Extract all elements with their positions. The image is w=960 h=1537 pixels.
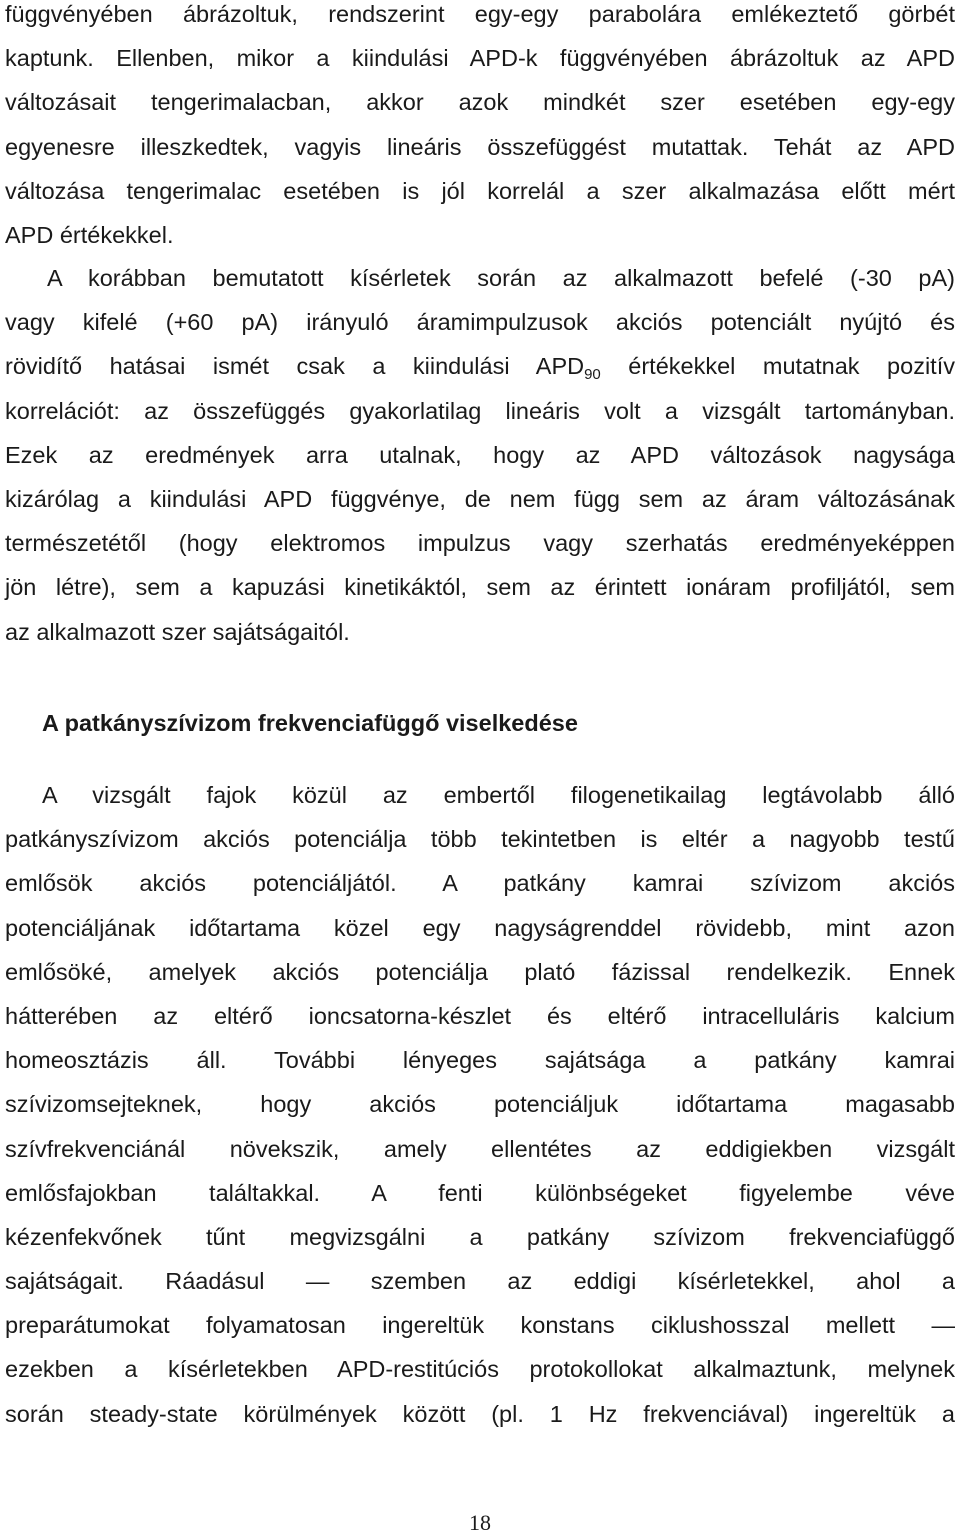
text-line: jön létre), sem a kapuzási kinetikáktól, sem az érintett ionáram profiljától, sem	[5, 574, 955, 601]
text-line: változása tengerimalac esetében is jól korrelál a szer alkalmazása előtt mért	[5, 177, 955, 204]
page-number: 18	[469, 1510, 491, 1535]
text-line: ezekben a kísérletekben APD-restitúciós protokollokat alkalmaztunk, melynek	[5, 1356, 955, 1383]
paragraph-current-impulses	[5, 256, 955, 654]
text-line: egyenesre illeszkedtek, vagyis lineáris összefüggést mutattak. Tehát az APD	[5, 133, 955, 160]
text-line: Ezek az eredmények arra utalnak, hogy az APD változások nagysága	[5, 441, 955, 468]
paragraph-apd-correlation	[5, 0, 955, 257]
text-line: potenciáljának időtartama közel egy nagyságrenddel rövidebb, mint azon	[5, 914, 955, 941]
text-line: emlősöké, amelyek akciós potenciálja plató fázissal rendelkezik. Ennek	[5, 958, 955, 985]
subscript: 90	[584, 366, 601, 384]
text-line: A korábban bemutatott kísérletek során az alkalmazott befelé (-30 pA)	[47, 265, 955, 291]
text-line: APD értékekkel.	[5, 221, 174, 248]
section-heading: A patkányszívizom frekvenciafüggő viselkedése	[42, 710, 578, 736]
paragraph-rat-myocardium	[5, 773, 955, 1436]
text-line: emlősfajokban találtakkal. A fenti különbségeket figyelembe véve	[5, 1179, 955, 1206]
text-line: preparátumokat folyamatosan ingereltük konstans ciklushosszal mellett —	[5, 1312, 955, 1339]
text-line: emlősök akciós potenciáljától. A patkány kamrai szívizom akciós	[5, 870, 955, 897]
text-line: szívizomsejteknek, hogy akciós potenciáljuk időtartama magasabb	[5, 1091, 955, 1118]
text-line: szívfrekvenciánál növekszik, amely ellentétes az eddigiekben vizsgált	[5, 1135, 955, 1162]
text-line: sajátságait. Ráadásul — szemben az eddigi kísérletekkel, ahol a	[5, 1268, 955, 1295]
text-fragment: értékekkel mutatnak pozitív	[600, 353, 955, 380]
text-line	[5, 344, 955, 388]
text-line: függvényében ábrázoltuk, rendszerint egy-egy parabolára emlékeztető görbét	[5, 1, 955, 27]
text-line: A vizsgált fajok közül az embertől filogenetikailag legtávolabb álló	[42, 782, 955, 808]
text-line: az alkalmazott szer sajátságaitól.	[5, 618, 350, 645]
text-line: természetétől (hogy elektromos impulzus vagy szerhatás eredményeképpen	[5, 530, 955, 557]
text-line: homeosztázis áll. További lényeges sajátsága a patkány kamrai	[5, 1047, 955, 1074]
text-line: patkányszívizom akciós potenciálja több tekintetben is eltér a nagyobb testű	[5, 826, 955, 853]
text-line: kizárólag a kiindulási APD függvénye, de nem függ sem az áram változásának	[5, 485, 955, 512]
text-line: változásait tengerimalacban, akkor azok mindkét szer esetében egy-egy	[5, 89, 955, 116]
text-line: során steady-state körülmények között (pl. 1 Hz frekvenciával) ingereltük a	[5, 1400, 955, 1427]
text-fragment: rövidítő hatásai ismét csak a kiindulási APD	[5, 353, 585, 380]
text-line: korrelációt: az összefüggés gyakorlatilag lineáris volt a vizsgált tartományban.	[5, 397, 955, 424]
text-line: hátterében az eltérő ioncsatorna-készlet és eltérő intracelluláris kalcium	[5, 1002, 955, 1029]
text-line: vagy kifelé (+60 pA) irányuló áramimpulzusok akciós potenciált nyújtó és	[5, 309, 955, 336]
text-line: kaptunk. Ellenben, mikor a kiindulási APD-k függvényében ábrázoltuk az APD	[5, 45, 955, 72]
text-line: kézenfekvőnek tűnt megvizsgálni a patkány szívizom frekvenciafüggő	[5, 1223, 955, 1250]
